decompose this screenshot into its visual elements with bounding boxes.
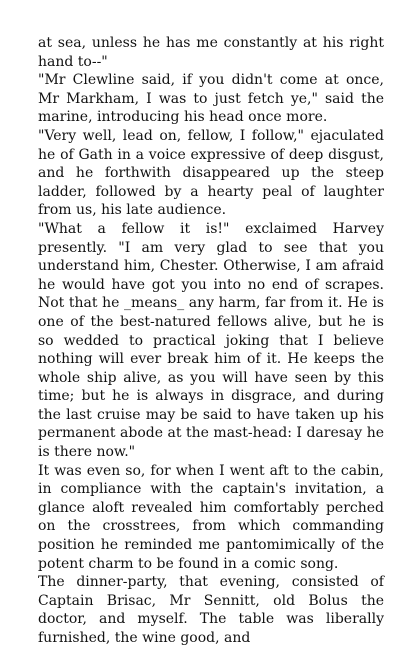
paragraph-crosstrees: It was even so, for when I went aft to the cabin, in compliance with the captain's invitation, a glance aloft revealed him comfortably perched on the crosstrees, from which commanding position he reminded me pantomimically of the potent charm to be found in a comic song. [38,462,384,572]
paragraph-dinner-party: The dinner-party, that evening, consisted of Captain Brisac, Mr Sennitt, old Bolus the doctor, and myself. The table was liberally furnished, the wine good, and [38,574,384,646]
paragraph-harvey-remarks: "What a fellow it is!" exclaimed Harvey presently. "I am very glad to see that you understand him, Chester. Otherwise, I am afraid he would have got you into no end of scrapes. Not that he _means_ any harm, far from it. He is one of the best-natured fellows alive, but he is so wedded to practical joking that I believe nothing will ever break him of it. He keeps the whole ship alive, as you will have seen by this time; but he is always in disgrace, and during the last cruise may be said to have taken up his permanent abode at the mast-head: I daresay he is there now." [38,220,384,461]
paragraph-markham-departs: "Very well, lead on, fellow, I follow," ejaculated he of Gath in a voice expressive of deep disgust, and he forthwith disappeared up the steep ladder, followed by a hearty peal of laughter from us, his late audience. [38,127,384,219]
page-text-block [38,34,384,648]
paragraph-marine-message: "Mr Clewline said, if you didn't come at once, Mr Markham, I was to just fetch ye," said the marine, introducing his head once more. [38,72,384,126]
paragraph-continuation: at sea, unless he has me constantly at his right hand to--" [38,35,384,70]
